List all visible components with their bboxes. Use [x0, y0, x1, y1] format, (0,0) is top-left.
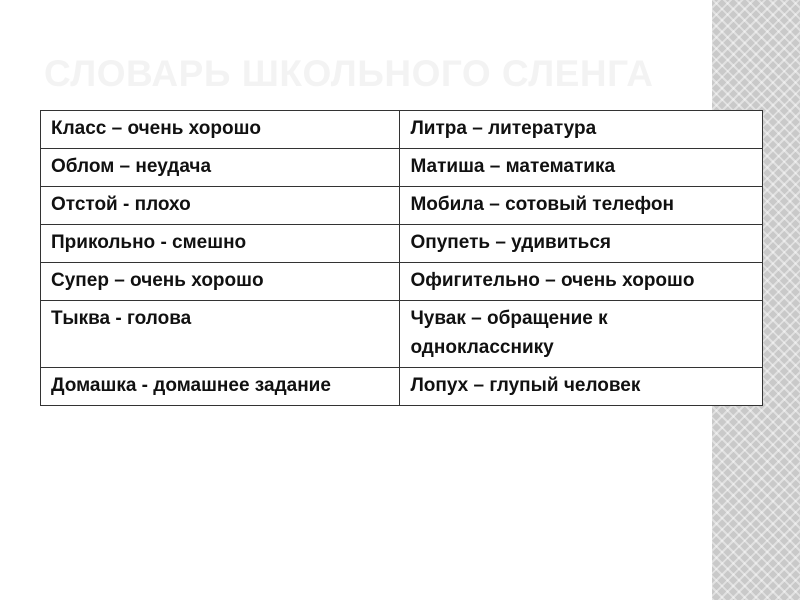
table-cell-term: Облом – неудача: [41, 149, 400, 187]
slang-dictionary-table: [40, 110, 763, 406]
table-cell-term: Тыква - голова: [41, 301, 400, 368]
table-row: [41, 187, 763, 225]
table-cell-term: Литра – литература: [400, 111, 763, 149]
table-cell-term: Супер – очень хорошо: [41, 263, 400, 301]
table-row: [41, 111, 763, 149]
table-cell-term: Офигительно – очень хорошо: [400, 263, 763, 301]
table-cell-term: Прикольно - смешно: [41, 225, 400, 263]
table-cell-term: Мобила – сотовый телефон: [400, 187, 763, 225]
table-row: [41, 368, 763, 406]
table-cell-term: Отстой - плохо: [41, 187, 400, 225]
table-cell-term: Чувак – обращение к однокласснику: [400, 301, 763, 368]
table-cell-term: Опупеть – удивиться: [400, 225, 763, 263]
table-cell-term: Матиша – математика: [400, 149, 763, 187]
table-row: [41, 263, 763, 301]
table-row: [41, 149, 763, 187]
table-cell-term: Класс – очень хорошо: [41, 111, 400, 149]
table-row: [41, 301, 763, 368]
table-cell-term: Домашка - домашнее задание: [41, 368, 400, 406]
table-cell-term: Лопух – глупый человек: [400, 368, 763, 406]
table-row: [41, 225, 763, 263]
slide-title: СЛОВАРЬ ШКОЛЬНОГО СЛЕНГА: [44, 53, 654, 94]
